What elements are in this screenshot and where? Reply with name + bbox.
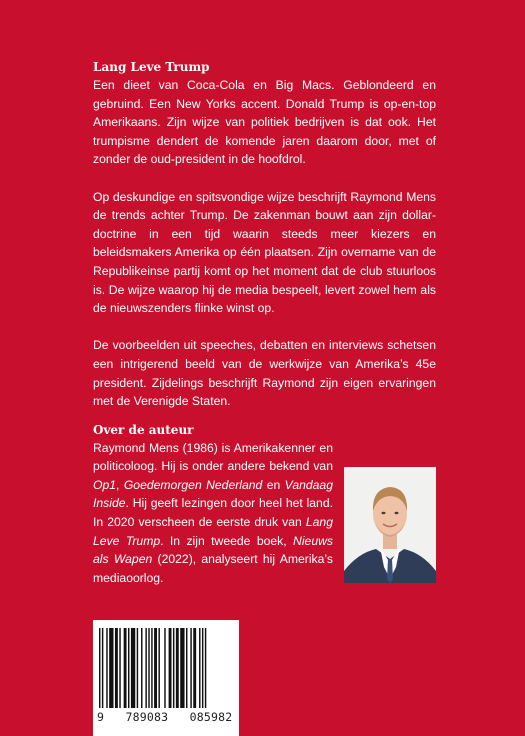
isbn-barcode-icon (99, 628, 233, 710)
blurb-paragraph-3: De voorbeelden uit speeches, debatten en interviews schetsen een intrigerend beeld van de werkwijze van Amerika’s 45e president. Zijdelings beschrijft Raymond zijn eigen ervaringen met de Verenigde Staten. (93, 338, 436, 409)
author-bio: Raymond Mens (1986) is Amerikakenner en politicoloog. Hij is onder andere bekend van Op1, Goedemorgen Nederland en Vandaag Inside. Hij geeft lezingen door heel het land. In 2020 verscheen de eerste druk van Lang Leve Trump. In zijn tweede boek, Nieuws als Wapen (2022), analyseert hij Amerika’s mediaoorlog. (93, 440, 333, 585)
author-portrait-image (344, 467, 436, 583)
author-block (93, 439, 436, 588)
isbn-number: 9 789083 085982 (97, 710, 233, 724)
section-heading-title: Lang Leve Trump (93, 60, 210, 74)
blurb-paragraph-2: Op deskundige en spitsvondige wijze beschrijft Raymond Mens de trends achter Trump. De zakenman bouwt aan zijn dollardoctrine in een tijd waarin steeds meer kiezers en beleidsmakers Amerika op één plaatsen. Zijn overname van de Republikeinse partij komt op het moment dat de club stuurloos is. De wijze waarop hij de media bespeelt, levert zowel hem als de nieuwszenders flinke winst op. (93, 189, 436, 316)
author-section (93, 421, 436, 588)
section-heading-author: Over de auteur (93, 422, 194, 437)
blurb-paragraph-1: Een dieet van Coca-Cola en Big Macs. Geblondeerd en gebruind. Een New Yorks accent. Donald Trump is op-en-top Amerikaans. Zijn wijze van politiek bedrijven is dat ook. Het trumpisme dendert de komende jaren daarom door, met of zonder de oud-president in de hoofdrol. (93, 78, 436, 167)
barcode-box (93, 620, 239, 736)
author-photo (344, 467, 436, 583)
cover-text (93, 58, 436, 587)
